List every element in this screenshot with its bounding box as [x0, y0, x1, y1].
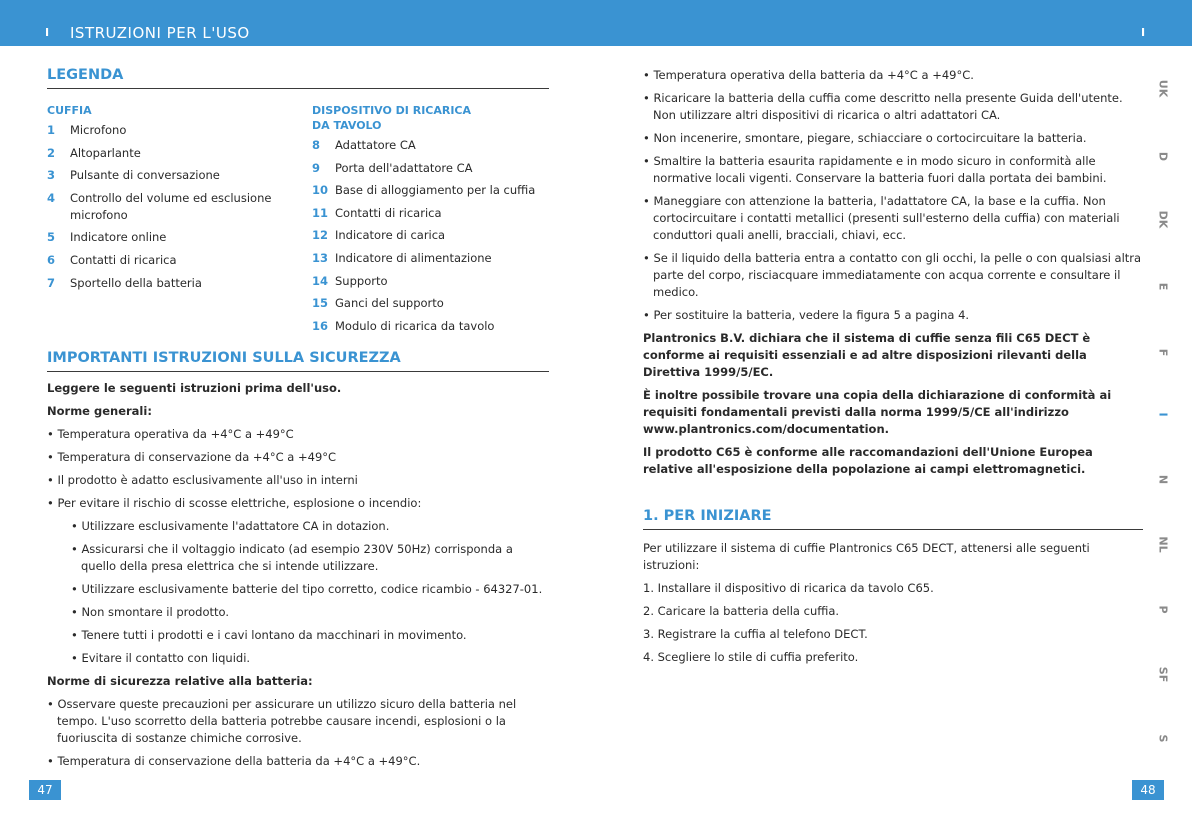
- legend-item-number: 12: [312, 228, 329, 243]
- legend-item: [312, 137, 549, 154]
- headset-legend-list: [47, 122, 312, 292]
- legend-item-number: 16: [312, 318, 329, 333]
- legend-item-label: Modulo di ricarica da tavolo: [335, 318, 495, 333]
- charger-legend-title: [312, 103, 549, 133]
- legend-item-number: 11: [312, 205, 329, 220]
- legend-item-number: 2: [47, 145, 56, 160]
- legend-item-label: Pulsante di conversazione: [70, 168, 220, 183]
- step-item: 1. Installare il dispositivo di ricarica da tavolo C65.: [643, 581, 934, 595]
- legend-item-label: Controllo del volume ed esclusione microfono: [70, 190, 272, 222]
- legend-item: [312, 227, 549, 244]
- getting-started-title: 1. PER INIZIARE: [643, 508, 1143, 530]
- legend-item-label: Indicatore di alimentazione: [335, 250, 492, 265]
- sub-bullet-item: • Non smontare il prodotto.: [71, 605, 230, 619]
- legend-section: [47, 67, 549, 340]
- legend-item-label: Altoparlante: [70, 145, 141, 160]
- language-tab-i[interactable]: I: [1156, 412, 1170, 417]
- charger-legend: [312, 103, 549, 340]
- legend-item: [312, 160, 549, 177]
- header-right-mark: I: [1141, 26, 1146, 39]
- legend-item-number: 7: [47, 275, 56, 290]
- legend-item: [312, 295, 549, 312]
- legend-item-label: Indicatore online: [70, 230, 167, 245]
- legend-item-label: Contatti di ricarica: [70, 252, 177, 267]
- battery-rules-continued-list: [643, 67, 1143, 324]
- page-number-right: 48: [1132, 780, 1164, 800]
- header-bar: [0, 0, 1192, 46]
- safety-section: [47, 350, 549, 776]
- legend-item-label: Adattatore CA: [335, 138, 416, 152]
- legend-item-number: 13: [312, 250, 329, 265]
- language-tab-uk[interactable]: UK: [1156, 79, 1170, 98]
- legend-item-number: 8: [312, 138, 321, 152]
- bullet-item: • Temperatura di conservazione della batteria da +4°C a +49°C.: [47, 754, 421, 768]
- sub-bullet-item: • Assicurarsi che il voltaggio indicato (ad esempio 230V 50Hz) corrisponda a quello della presa elettrica che si intende utilizzare.: [71, 542, 513, 573]
- legend-item-label: Microfono: [70, 123, 127, 137]
- bullet-item: • Maneggiare con attenzione la batteria, l'adattatore CA, la base e la cuffia. Non cortocircuitare i contatti metallici (presenti sull'esterno della cuffia) con materiali conduttori quali anelli, bracciali, chiavi, ecc.: [643, 194, 1120, 242]
- legend-item-number: 5: [47, 230, 56, 245]
- safety-intro: Leggere le seguenti istruzioni prima dell'uso.: [47, 381, 342, 395]
- legend-item-number: 3: [47, 168, 56, 183]
- declaration-paragraph: È inoltre possibile trovare una copia della dichiarazione di conformità ai requisiti fondamentali previsti dalla norma 1999/5/CE all'indirizzo www.plantronics.com/documentation.: [643, 388, 1112, 436]
- sub-bullet-item: • Utilizzare esclusivamente l'adattatore CA in dotazion.: [71, 519, 390, 533]
- legend-item-number: 9: [312, 160, 321, 175]
- legend-item: [47, 275, 312, 292]
- legend-item-label: Ganci del supporto: [335, 296, 444, 311]
- legend-item-label: Indicatore di carica: [335, 228, 446, 243]
- language-tab-p[interactable]: P: [1156, 605, 1170, 614]
- legend-item: [47, 229, 312, 246]
- step-item: 3. Registrare la cuffia al telefono DECT.: [643, 627, 868, 641]
- bullet-item: • Temperatura operativa della batteria da +4°C a +49°C.: [643, 68, 974, 82]
- bullet-item: • Osservare queste precauzioni per assicurare un utilizzo sicuro della batteria nel tempo. L'uso scorretto della batteria potrebbe causare incendi, esplosioni o la fuoriuscita di sostanze chimiche corrosive.: [47, 697, 517, 745]
- language-tab-n[interactable]: N: [1156, 474, 1170, 485]
- legend-item: [312, 205, 549, 222]
- bullet-item: • Per sostituire la batteria, vedere la figura 5 a pagina 4.: [643, 308, 970, 322]
- electric-safety-list: [47, 518, 549, 667]
- legend-item-label: Supporto: [335, 273, 388, 288]
- getting-started-steps: [643, 580, 1143, 666]
- page-number-left: 47: [29, 780, 61, 800]
- legend-item-number: 1: [47, 123, 56, 137]
- legend-item-number: 4: [47, 190, 56, 205]
- bullet-item: • Per evitare il rischio di scosse elettriche, esplosione o incendio:: [47, 496, 422, 510]
- legend-item: [312, 273, 549, 290]
- legend-item: [312, 182, 549, 199]
- sub-bullet-item: • Utilizzare esclusivamente batterie del tipo corretto, codice ricambio - 64327-01.: [71, 582, 543, 596]
- general-rules-list: [47, 426, 549, 512]
- bullet-item: • Ricaricare la batteria della cuffia come descritto nella presente Guida dell'utente. Non utilizzare altri dispositivi di ricarica o altri adattatori CA.: [643, 91, 1123, 122]
- legend-item-number: 15: [312, 296, 329, 311]
- declarations: [643, 330, 1143, 478]
- legend-item: [47, 252, 312, 269]
- legend-title: LEGENDA: [47, 67, 549, 89]
- general-rules-title: Norme generali:: [47, 404, 152, 418]
- headset-legend: [47, 103, 312, 340]
- bullet-item: • Il prodotto è adatto esclusivamente all'uso in interni: [47, 473, 358, 487]
- legend-item-label: Base di alloggiamento per la cuffia: [335, 183, 536, 198]
- legend-item-label: Contatti di ricarica: [335, 205, 442, 220]
- legend-item: [47, 190, 312, 224]
- language-tab-nl[interactable]: NL: [1156, 536, 1170, 553]
- bullet-item: • Non incenerire, smontare, piegare, schiacciare o cortocircuitare la batteria.: [643, 131, 1087, 145]
- legend-item: [47, 167, 312, 184]
- language-tab-sf[interactable]: SF: [1156, 666, 1170, 683]
- legend-item: [47, 122, 312, 139]
- header-title: ISTRUZIONI PER L'USO: [70, 24, 250, 42]
- legend-item-label: Sportello della batteria: [70, 275, 202, 290]
- language-tab-dk[interactable]: DK: [1156, 210, 1170, 229]
- getting-started-intro: Per utilizzare il sistema di cuffie Plantronics C65 DECT, attenersi alle seguenti istruzioni:: [643, 541, 1090, 572]
- step-item: 2. Caricare la batteria della cuffia.: [643, 604, 840, 618]
- declaration-paragraph: Plantronics B.V. dichiara che il sistema di cuffie senza fili C65 DECT è conforme ai requisiti essenziali e ad altre disposizioni rilevanti della Direttiva 1999/5/EC.: [643, 331, 1091, 379]
- declaration-paragraph: Il prodotto C65 è conforme alle raccomandazioni dell'Unione Europea relative all'esposizione della popolazione ai campi elettromagnetici.: [643, 445, 1093, 476]
- sub-bullet-item: • Tenere tutti i prodotti e i cavi lontano da macchinari in movimento.: [71, 628, 467, 642]
- safety-title: IMPORTANTI ISTRUZIONI SULLA SICUREZZA: [47, 350, 549, 372]
- charger-legend-title-line1: DISPOSITIVO DI RICARICA: [312, 104, 472, 117]
- sub-bullet-item: • Evitare il contatto con liquidi.: [71, 651, 251, 665]
- language-tab-e[interactable]: E: [1156, 282, 1170, 291]
- legend-item-number: 10: [312, 183, 329, 198]
- legend-item: [312, 318, 549, 335]
- headset-legend-title: CUFFIA: [47, 104, 92, 117]
- bullet-item: • Temperatura di conservazione da +4°C a +49°C: [47, 450, 337, 464]
- battery-rules-title: Norme di sicurezza relative alla batteria:: [47, 674, 313, 688]
- legend-item-number: 14: [312, 273, 329, 288]
- right-column: [643, 67, 1143, 672]
- language-tab-d[interactable]: D: [1156, 151, 1170, 162]
- language-tab-s[interactable]: S: [1156, 734, 1170, 743]
- legend-item-label: Porta dell'adattatore CA: [335, 160, 473, 175]
- legend-item: [312, 250, 549, 267]
- charger-legend-list: [312, 137, 549, 335]
- legend-item-number: 6: [47, 252, 56, 267]
- legend-item: [47, 145, 312, 162]
- language-tab-f[interactable]: F: [1156, 348, 1170, 357]
- bullet-item: • Smaltire la batteria esaurita rapidamente e in modo sicuro in conformità alle normative locali vigenti. Conservare la batteria fuori dalla portata dei bambini.: [643, 154, 1107, 185]
- step-item: 4. Scegliere lo stile di cuffia preferito.: [643, 650, 859, 664]
- bullet-item: • Se il liquido della batteria entra a contatto con gli occhi, la pelle o con qualsiasi altra parte del corpo, risciacquare immediatamente con acqua corrente e consultare il medico.: [643, 251, 1142, 299]
- bullet-item: • Temperatura operativa da +4°C a +49°C: [47, 427, 294, 441]
- header-left-mark: I: [45, 26, 50, 39]
- charger-legend-title-line2: DA TAVOLO: [312, 119, 382, 132]
- battery-rules-list: [47, 696, 527, 770]
